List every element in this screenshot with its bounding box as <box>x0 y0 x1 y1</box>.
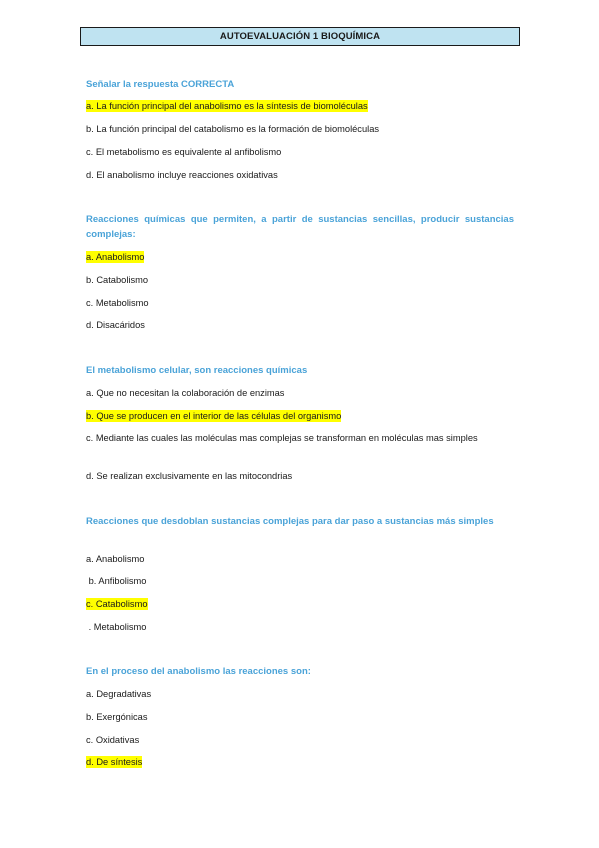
highlighted-answer: a. Anabolismo <box>86 252 145 262</box>
question-3-option-c: c. Mediante las cuales las moléculas mas complejas se transforman en moléculas mas simples <box>86 433 478 443</box>
question-4-prompt: Reacciones que desdoblan sustancias complejas para dar paso a sustancias más simples <box>86 516 494 527</box>
question-5-prompt: En el proceso del anabolismo las reacciones son: <box>86 666 311 677</box>
question-5-option-c: c. Oxidativas <box>86 735 140 745</box>
question-2-option-a <box>86 250 514 264</box>
highlighted-answer: a. La función principal del anabolismo es la síntesis de biomoléculas <box>86 101 368 111</box>
question-1-option-d: d. El anabolismo incluye reacciones oxidativas <box>86 170 278 180</box>
question-4-option-d: . Metabolismo <box>86 622 147 632</box>
question-4-option-b: b. Anfibolismo <box>86 576 147 586</box>
highlighted-answer: b. Que se producen en el interior de las células del organismo <box>86 411 342 421</box>
question-2-option-c: c. Metabolismo <box>86 298 149 308</box>
document-title <box>80 27 520 46</box>
question-2-prompt: Reacciones químicas que permiten, a partir de sustancias sencillas, producir sustancias complejas: <box>86 214 514 240</box>
question-4-option-a: a. Anabolismo <box>86 554 145 564</box>
question-2-option-d: d. Disacáridos <box>86 320 145 330</box>
highlighted-answer: c. Catabolismo <box>86 599 148 609</box>
highlighted-answer: d. De síntesis <box>86 757 143 767</box>
question-5-option-a: a. Degradativas <box>86 689 152 699</box>
question-1-prompt: Señalar la respuesta CORRECTA <box>86 79 235 90</box>
document-title-text: AUTOEVALUACIÓN 1 BIOQUÍMICA <box>219 31 381 42</box>
question-4-option-c <box>86 597 514 611</box>
question-2-option-b: b. Catabolismo <box>86 275 149 285</box>
question-5-option-d <box>86 755 514 769</box>
question-3-option-b <box>86 409 514 423</box>
question-1-option-a <box>86 99 514 113</box>
question-5-option-b: b. Exergónicas <box>86 712 148 722</box>
question-3-option-a: a. Que no necesitan la colaboración de enzimas <box>86 388 285 398</box>
question-1-option-b: b. La función principal del catabolismo es la formación de biomoléculas <box>86 124 380 134</box>
question-3-option-d: d. Se realizan exclusivamente en las mitocondrias <box>86 471 293 481</box>
question-1-option-c: c. El metabolismo es equivalente al anfibolismo <box>86 147 282 157</box>
question-3-prompt: El metabolismo celular, son reacciones químicas <box>86 365 308 376</box>
